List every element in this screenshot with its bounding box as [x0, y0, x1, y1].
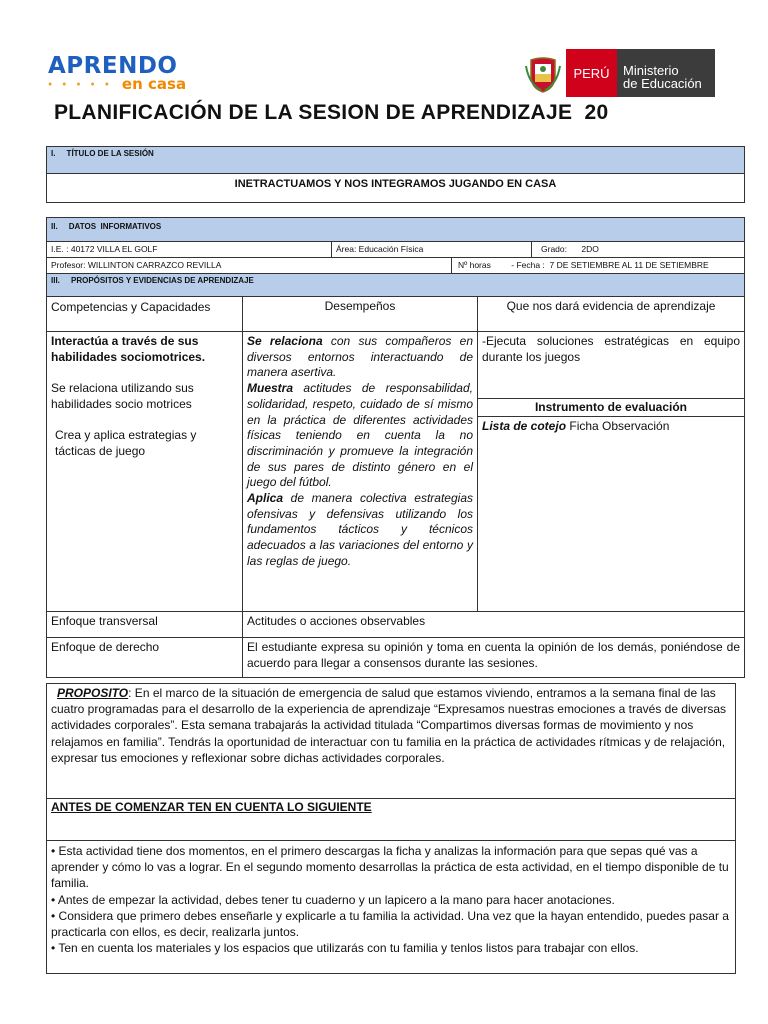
competencia: Interactúa a través de sus habilidades sociomotrices.: [51, 334, 206, 364]
col-evidencia-header: Que nos dará evidencia de aprendizaje: [477, 296, 745, 332]
peru-label: PERÚ: [573, 65, 610, 81]
horas-cell: [451, 257, 745, 274]
grado-cell: [531, 241, 745, 258]
section1-header: I. TÍTULO DE LA SESIÓN: [46, 146, 745, 174]
proposito-text: : En el marco de la situación de emergencia de salud que estamos viviendo, entramos a la semana final de las cuatro programadas para el desarrollo de la experiencia de aprendizaje “Expresamos nuestras emociones a través de diversas actividades corporales”. Esta semana trabajarás la actividad titulada “Compartimos diversas formas de movimiento y nos relajamos en familia”. Tendrás la oportunidad de interactuar con tu familia en la práctica de actividades rítmicas y de relajación, expresar tus emociones y reflexionar sobre dichas actividades corporales.: [51, 686, 727, 765]
antes-item-1: • Esta actividad tiene dos momentos, en el primero descargas la ficha y analizas la información para que sepas qué vas a aprender y cómo lo vas a lograr. En el segundo momento desarrollas la práctica de esta actividad, en el tiempo disponible de tu familia.: [51, 844, 729, 891]
grado-value: 2DO: [581, 244, 599, 254]
antes-list: [46, 840, 736, 974]
col-competencias-header: Competencias y Capacidades: [46, 296, 243, 332]
ministerio-line1: Ministerio: [623, 63, 679, 78]
antes-header: ANTES DE COMENZAR TEN EN CUENTA LO SIGUIENTE: [46, 798, 736, 841]
instrumento-name: Lista de cotejo: [482, 419, 567, 433]
ministerio-line2: de Educación: [623, 76, 702, 91]
antes-item-2: • Antes de empezar la actividad, debes tener tu cuaderno y un lapicero a la mano para hacer anotaciones.: [51, 892, 615, 907]
profesor-cell: Profesor: WILLINTON CARRAZCO REVILLA: [46, 257, 452, 274]
instrumento-cell: [477, 416, 745, 612]
capacidad-1: Se relaciona utilizando sus habilidades socio motrices: [51, 381, 194, 411]
evidencia-cell: -Ejecuta soluciones estratégicas en equipo durante los juegos: [477, 331, 745, 399]
aprendo-logo-subtitle: en casa: [121, 75, 187, 93]
aprendo-logo-title: APRENDO: [48, 53, 178, 79]
fecha-label: - Fecha : 7 DE SETIEMBRE AL 11 DE SETIEMBRE: [511, 260, 709, 270]
peru-shield-icon: [523, 54, 563, 94]
desempeno-2-text: actitudes de responsabilidad, solidaridad, respeto, cuidado de sí mismo en la práctica de diferentes actividades físicas teniendo en cuenta la no discriminación y promueve la integración de sus pares de distinto género en el juego del fútbol.: [247, 381, 473, 490]
desempeno-1: [247, 334, 473, 381]
antes-item-3: • Considera que primero debes enseñarle y explicarle a tu familia la actividad. Una vez que la hayan entendido, puedes pasar a practicarla con ellos, es decir, realizarla juntos.: [51, 908, 729, 940]
grado-label: Grado:: [541, 244, 567, 254]
section3-header: III. PROPÓSITOS Y EVIDENCIAS DE APRENDIZAJE: [46, 273, 745, 297]
instrumento-header: Instrumento de evaluación: [477, 398, 745, 417]
desempeno-3-verb: Aplica: [247, 491, 284, 506]
aprendo-dots-icon: ● ● ● ● ●: [48, 81, 113, 88]
desempeno-2: [247, 381, 473, 491]
page-title: PLANIFICACIÓN DE LA SESION DE APRENDIZAJE 20: [54, 101, 609, 124]
enfoque-transversal-cell: Enfoque transversal: [46, 611, 243, 638]
instrumento-text: Ficha Observación: [566, 419, 670, 433]
area-cell: Área: Educación Física: [331, 241, 532, 258]
desempeno-1-text: con sus compañeros en diversos entornos interactuando de manera asertiva.: [247, 334, 473, 380]
session-title: INETRACTUAMOS Y NOS INTEGRAMOS JUGANDO EN CASA: [46, 173, 745, 203]
actitudes-cell: Actitudes o acciones observables: [242, 611, 745, 638]
desempeno-3-text: de manera colectiva estrategias ofensivas y defensivas utilizando los fundamentos tácticos y técnicos adecuados a las variaciones del entorno y las reglas de juego.: [247, 491, 473, 568]
section2-header: II. DATOS INFORMATIVOS: [46, 217, 745, 242]
ministerio-badge: [617, 49, 715, 97]
desempenos-cell: [242, 331, 478, 612]
enfoque-derecho-text: El estudiante expresa su opinión y toma en cuenta la opinión de los demás, poniéndose de acuerdo para llegar a consensos durante las sesiones.: [242, 637, 745, 678]
capacidad-2: Crea y aplica estrategias y tácticas de juego: [55, 428, 197, 458]
enfoque-derecho-cell: Enfoque de derecho: [46, 637, 243, 678]
antes-item-4: • Ten en cuenta los materiales y los espacios que utilizarás con tu familia y tenlos listos para trabajar con ellos.: [51, 941, 639, 956]
ie-cell: I.E. : 40172 VILLA EL GOLF: [46, 241, 332, 258]
competencias-cell: [46, 331, 243, 612]
desempeno-2-verb: Muestra: [247, 381, 294, 396]
aprendo-logo: [48, 54, 188, 96]
proposito-box: [46, 683, 736, 799]
proposito-label: PROPOSITO: [57, 686, 129, 700]
peru-badge: [566, 49, 617, 97]
desempeno-1-verb: Se relaciona: [247, 334, 323, 348]
col-desempenos-header: Desempeños: [242, 296, 478, 332]
horas-label: Nº horas: [458, 260, 491, 270]
desempeno-3: [247, 491, 473, 570]
